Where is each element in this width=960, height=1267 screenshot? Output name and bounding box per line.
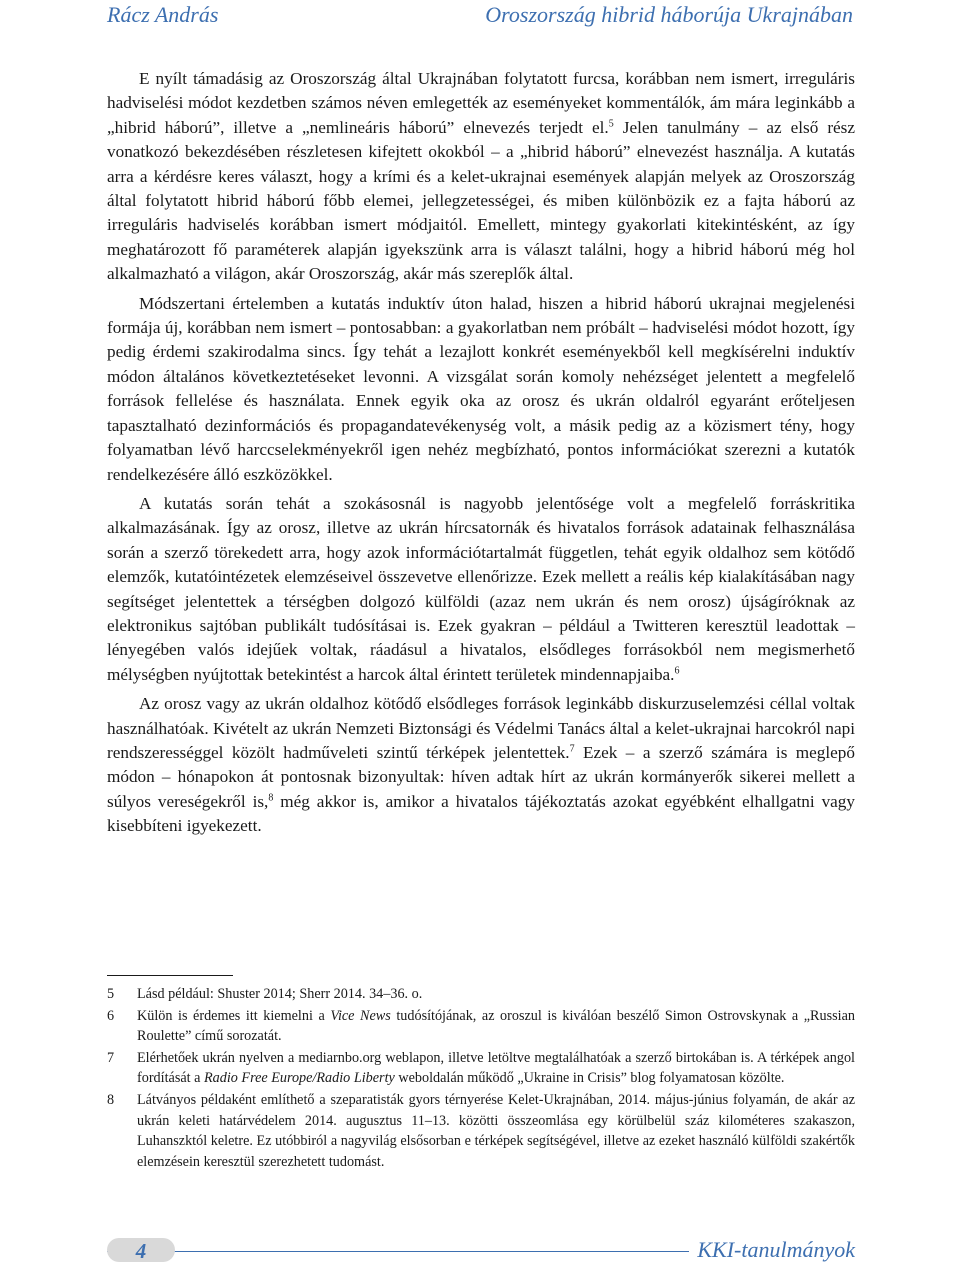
running-header bbox=[0, 0, 960, 32]
footnote-text bbox=[137, 1048, 855, 1089]
page-number: 4 bbox=[107, 1238, 175, 1262]
footnote-ref-8[interactable]: 8 bbox=[268, 792, 274, 804]
footnote-text: Lásd például: Shuster 2014; Sherr 2014. 34–36. o. bbox=[137, 986, 423, 1002]
footnote-source-title: Vice News bbox=[330, 1007, 391, 1024]
header-author: Rácz András bbox=[107, 2, 219, 27]
footnote-7 bbox=[107, 1048, 855, 1089]
paragraph-2: Módszertani értelemben a kutatás induktív úton halad, hiszen a hibrid háború ukrajnai megjelenési formája új, korábban nem ismert – pontosabban: a gyakorlatban nem próbált – hadviselési módot hozott, így pedig érdemi szakirodalma sincs. Így tehát a lezajlott konkrét eseményekből kell megkísérelni induktív módon általános következtetéseket levonni. A vizsgálat során komoly nehézséget jelentett a megfelelő források fellelése és használata. Ennek egyik oka az orosz és ukrán oldalról egyaránt erőteljesen tapasztalható dezinformációs és propagandatevékenység volt, a másik pedig az a közismert tény, hogy folyamatban lévő harccselekményekről igen nehéz megbízható, pontos információkat szerezni a kutatók rendelkezésére álló eszközökkel. bbox=[107, 293, 855, 484]
footnote-text bbox=[137, 1006, 855, 1047]
footnote-ref-5[interactable]: 5 bbox=[608, 118, 614, 130]
footnote-text: Látványos példaként említhető a szeparatisták gyors térnyerése Kelet-Ukrajnában, 2014. május-június folyamán, de akár az ukrán keleti határvédelem 2014. augusztus 11–13. közötti összeomlása egy körülbelül száz kilométeres szakaszon, Luhanszktól keletre. Ez utóbbiról a nagyvilág elsősorban e térképek segítségével, illetve az ezeket használó külföldi szakértők elemzésein keresztül szerezhetett tudomást. bbox=[137, 1091, 855, 1170]
paragraph-4 bbox=[107, 692, 855, 838]
paragraph-4-part-c: még akkor is, amikor a hivatalos tájékoztatás azokat egyébként elhallgatni vagy kisebbíteni igyekezett. bbox=[107, 791, 855, 836]
footnote-ref-7[interactable]: 7 bbox=[569, 743, 575, 755]
footnote-6 bbox=[107, 1006, 855, 1047]
paragraph-3-part-a: A kutatás során tehát a szokásosnál is nagyobb jelentősége volt a megfelelő forráskritika alkalmazásának. Így az orosz, illetve az ukrán hírcsatornák és hivatalos források adatainak felhasználása során a szerző törekedett arra, hogy azok információtartalmát független, tehát egyik oldalhoz sem kötődő elemzők, kutatóintézetek elemzéseivel összevetve ellenőrizze. Ezek mellett a reális kép kialakításában nagy segítséget jelentettek a térségben dolgozó külföldi (azaz nem ukrán és nem orosz) újságíróknak az elektronikus sajtóban publikált tudósításai is. Ezek gyakran – például a Twitteren keresztül leadottak – lényegében valós idejűek voltak, ráadásul a hivatalos, elsődleges forrásokból nem megismerhető mélységben nyújtottak betekintést a harcok által érintett területek mindennapjaiba. bbox=[107, 493, 855, 684]
journal-name: KKI-tanulmányok bbox=[689, 1237, 855, 1263]
paragraph-1-part-b: Jelen tanulmány – az első rész vonatkozó bekezdésében részletesen kifejtett okokból – a „hibrid háború” elnevezést használja. A kutatás arra a kérdésre keres választ, hogy a krími és a kelet-ukrajnai események alapján melyek az Oroszország által folytatott hibrid háború főbb elemei, jellegzetességei, és miben különbözik ez a fajta háború az irreguláris hadviselés korábban ismert módjaitól. Emellett, mintegy gyakorlati kitekintésként, az így meghatározott fő paraméterek alapján igyekszünk arra is választ találni, hogy a hibrid háború még hol alkalmazható a világon, akár Oroszország, akár más szereplők által. bbox=[107, 117, 855, 284]
footnote-number: 5 bbox=[107, 986, 115, 1002]
footnote-source-title: Radio Free Europe/Radio Liberty bbox=[203, 1070, 395, 1087]
footnote-text-pre: Elérhetőek ukrán nyelven a mediarnbo.org weblapon, illetve letöltve megtalálhatóak a szerző birtokában is. A térképek angol fordítását a bbox=[137, 1049, 855, 1087]
footnote-divider bbox=[107, 975, 233, 976]
footnote-number: 8 bbox=[107, 1091, 115, 1108]
footnote-5 bbox=[107, 984, 855, 1005]
footnote-text-pre: Külön is érdemes itt kiemelni a bbox=[137, 1007, 331, 1024]
header-title: Oroszország hibrid háborúja Ukrajnában bbox=[485, 2, 853, 27]
paragraph-1 bbox=[107, 67, 855, 287]
footnotes bbox=[107, 984, 855, 1173]
footnote-text-post: tudósítójának, az oroszul is kiválóan beszélő Simon Ostrovskynak a „Russian Roulette” című sorozatát. bbox=[137, 1007, 855, 1045]
paragraph-1-part-a: E nyílt támadásig az Oroszország által Ukrajnában folytatott furcsa, korábban nem ismert, irreguláris hadviselési módot kezdetben számos néven emlegették az eseményeket kommentálók, ám mára leginkább a „hibrid háború”, illetve a „nemlineáris háború” elnevezés terjedt el. bbox=[107, 69, 855, 137]
footnote-8 bbox=[107, 1090, 855, 1172]
paragraph-4-part-b: Ezek – a szerző számára is meglepő módon – hónapokon át pontosnak bizonyultak: híven adtak hírt az ukrán kormányerők sikerei mellett a súlyos vereségekről is, bbox=[107, 742, 855, 811]
paragraph-3 bbox=[107, 492, 855, 687]
paragraph-4-part-a: Az orosz vagy az ukrán oldalhoz kötődő elsődleges források leginkább diskurzuselemzési céllal voltak használhatóak. Kivételt az ukrán Nemzeti Biztonsági és Védelmi Tanács által a kelet-ukrajnai harcokról napi rendszerességgel közölt hadműveleti szintű térképek jelentettek. bbox=[107, 694, 855, 762]
footnote-ref-6[interactable]: 6 bbox=[674, 665, 680, 677]
footnote-text-post: weboldalán működő „Ukraine in Crisis” blog folyamatosan közölte. bbox=[394, 1070, 785, 1087]
footnote-number: 6 bbox=[107, 1007, 115, 1024]
main-text bbox=[107, 67, 855, 839]
footnote-number: 7 bbox=[107, 1049, 115, 1066]
